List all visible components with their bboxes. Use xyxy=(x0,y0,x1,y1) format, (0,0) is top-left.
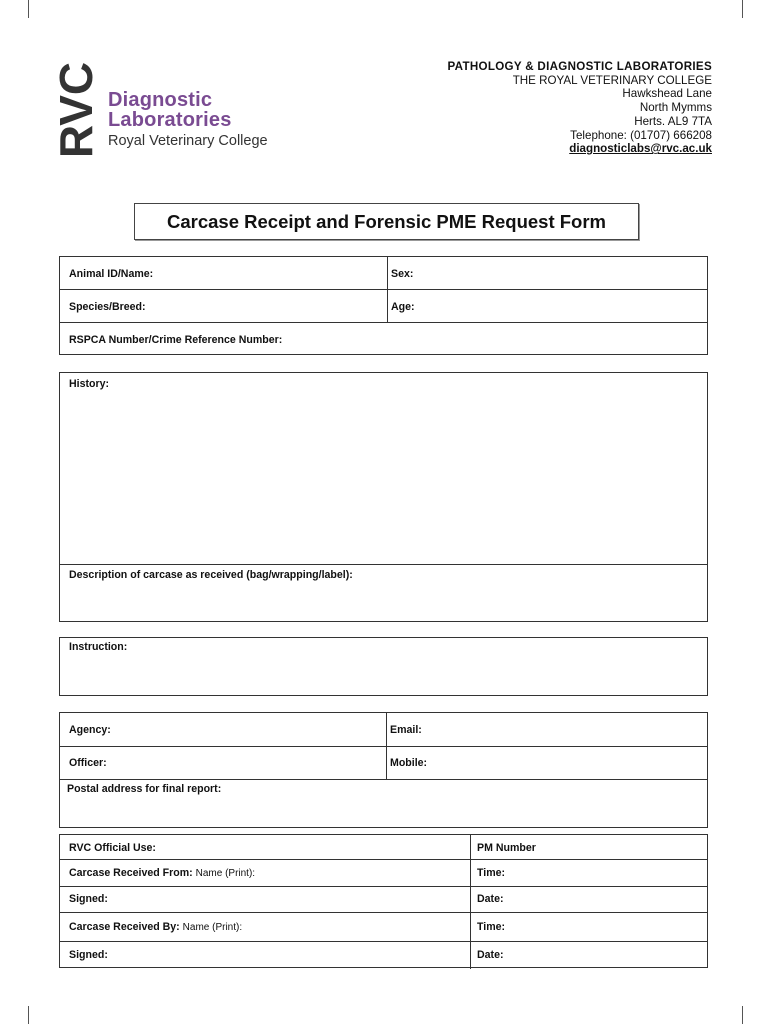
sex-label: Sex: xyxy=(391,268,414,280)
received-by-date-field[interactable] xyxy=(510,944,704,966)
divider xyxy=(60,746,707,747)
address-postcode: Herts. AL9 7TA xyxy=(634,114,712,128)
instruction-field[interactable] xyxy=(64,656,703,693)
received-from-text: Carcase Received From: xyxy=(69,867,193,879)
form-title: Carcase Receipt and Forensic PME Request Form xyxy=(134,203,639,240)
description-field[interactable] xyxy=(64,585,703,619)
rvc-official-use-label: RVC Official Use: xyxy=(69,842,156,854)
species-field[interactable] xyxy=(160,293,382,319)
date-label: Date: xyxy=(477,949,504,961)
email-field[interactable] xyxy=(430,716,704,743)
received-by-label xyxy=(69,921,242,933)
logo-line-diagnostic: Diagnostic xyxy=(108,89,213,111)
crop-mark xyxy=(742,1006,743,1024)
officer-label: Officer: xyxy=(69,757,107,769)
age-label: Age: xyxy=(391,301,415,313)
crop-mark xyxy=(28,0,29,18)
rvc-logo xyxy=(52,60,102,160)
agency-field[interactable] xyxy=(120,716,382,743)
mobile-field[interactable] xyxy=(435,749,704,776)
address-college: THE ROYAL VETERINARY COLLEGE xyxy=(512,73,712,87)
divider xyxy=(60,322,707,323)
pm-number-label: PM Number xyxy=(477,842,536,854)
address-street: Hawkshead Lane xyxy=(622,87,712,101)
address-org: PATHOLOGY & DIAGNOSTIC LABORATORIES xyxy=(447,60,712,73)
signed-label: Signed: xyxy=(69,949,108,961)
name-print-label: Name (Print): xyxy=(195,868,256,879)
animal-id-field[interactable] xyxy=(160,260,382,286)
officer-field[interactable] xyxy=(120,749,382,776)
rvc-logo-text: RVC xyxy=(52,61,102,159)
address-telephone: Telephone: (01707) 666208 xyxy=(570,128,712,142)
divider xyxy=(60,779,707,780)
age-field[interactable] xyxy=(420,293,704,319)
divider xyxy=(60,886,707,887)
received-by-name-field[interactable] xyxy=(270,915,466,939)
pm-number-field[interactable] xyxy=(550,837,704,857)
received-from-name-field[interactable] xyxy=(280,862,466,884)
signed-label: Signed: xyxy=(69,893,108,905)
sex-field[interactable] xyxy=(420,260,704,286)
lab-address xyxy=(448,60,713,156)
received-by-signed-field[interactable] xyxy=(115,944,466,966)
crop-mark xyxy=(742,0,743,18)
name-print-label: Name (Print): xyxy=(182,922,243,933)
description-label: Description of carcase as received (bag/wrapping/label): xyxy=(69,569,353,581)
date-label: Date: xyxy=(477,893,504,905)
animal-section xyxy=(59,256,708,355)
mobile-label: Mobile: xyxy=(390,757,428,769)
animal-id-label: Animal ID/Name: xyxy=(69,268,154,280)
divider xyxy=(60,564,707,565)
email-label: Email: xyxy=(390,724,422,736)
instruction-section xyxy=(59,637,708,696)
divider xyxy=(60,859,707,860)
history-label: History: xyxy=(69,378,110,390)
logo-line-laboratories: Laboratories xyxy=(108,109,232,131)
history-field[interactable] xyxy=(64,393,703,561)
postal-field[interactable] xyxy=(64,799,703,825)
agency-section xyxy=(59,712,708,828)
received-from-signed-field[interactable] xyxy=(115,889,466,910)
time-label: Time: xyxy=(477,867,506,879)
address-town: North Mymms xyxy=(639,101,712,115)
divider xyxy=(470,835,471,969)
divider xyxy=(60,289,707,290)
logo-line-college: Royal Veterinary College xyxy=(108,133,268,149)
logo-wordmark xyxy=(108,90,268,149)
official-use-section xyxy=(59,834,708,968)
received-from-label xyxy=(69,867,255,879)
rspca-field[interactable] xyxy=(305,326,703,352)
history-section xyxy=(59,372,708,622)
crop-mark xyxy=(28,1006,29,1024)
instruction-label: Instruction: xyxy=(69,641,128,653)
time-label: Time: xyxy=(477,921,506,933)
received-from-time-field[interactable] xyxy=(510,862,704,884)
postal-label: Postal address for final report: xyxy=(67,783,222,795)
species-label: Species/Breed: xyxy=(69,301,146,313)
received-from-date-field[interactable] xyxy=(510,889,704,910)
address-email-link[interactable]: diagnosticlabs@rvc.ac.uk xyxy=(569,142,712,156)
rspca-label: RSPCA Number/Crime Reference Number: xyxy=(69,334,283,346)
received-by-time-field[interactable] xyxy=(510,915,704,939)
agency-label: Agency: xyxy=(69,724,111,736)
received-by-text: Carcase Received By: xyxy=(69,921,180,933)
divider xyxy=(60,912,707,913)
divider xyxy=(60,941,707,942)
